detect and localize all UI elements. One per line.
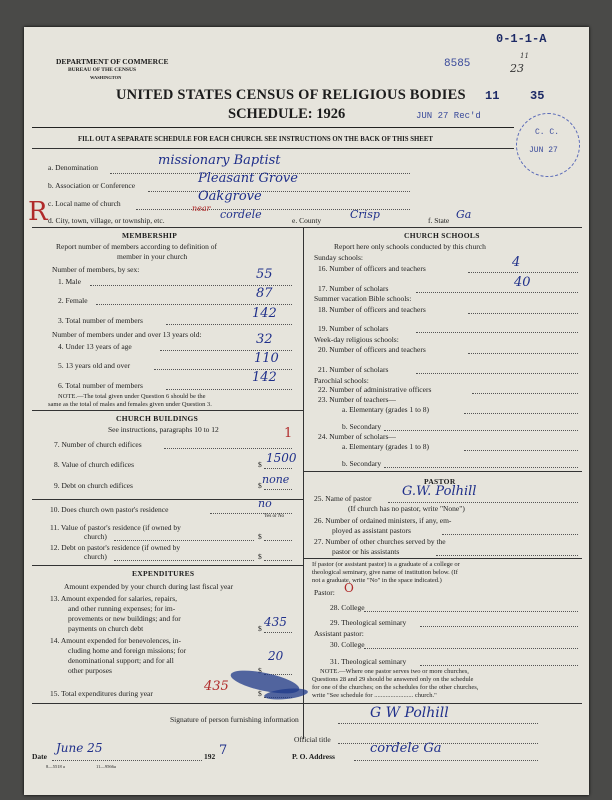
- association-value: Pleasant Grove: [198, 171, 298, 186]
- column-divider: [303, 227, 304, 739]
- buildings-rule-2: [32, 565, 303, 566]
- year-prefix: 192: [204, 752, 216, 761]
- q9-line: [264, 489, 292, 490]
- review-mark: R: [28, 197, 48, 227]
- q11-dollar: $: [258, 532, 262, 541]
- buildings-intro: See instructions, paragraphs 10 to 12: [108, 425, 219, 434]
- q13-line: [264, 632, 292, 633]
- section-rule: [32, 227, 582, 228]
- q13-label-1: 13. Amount expended for salaries, repairs,: [50, 594, 178, 603]
- footer-rule: [32, 703, 582, 704]
- q30-label: 30. College: [330, 640, 365, 649]
- q12-label: 12. Debt on pastor's residence (if owned by: [50, 543, 181, 552]
- q22-line: [472, 393, 578, 394]
- schools-intro: Report here only schools conducted by this church: [334, 242, 486, 251]
- dept-name: DEPARTMENT OF COMMERCE: [56, 57, 169, 66]
- q25-value: G.W. Polhill: [402, 484, 477, 499]
- q7-label: 7. Number of church edifices: [54, 440, 142, 449]
- q20-line: [468, 353, 578, 354]
- form-title: UNITED STATES CENSUS OF RELIGIOUS BODIES: [116, 87, 466, 103]
- q1-label: 1. Male: [58, 277, 81, 286]
- q12-dollar: $: [258, 552, 262, 561]
- q8-dollar: $: [258, 460, 262, 469]
- signature-label: Signature of person furnishing information: [170, 715, 299, 724]
- office-stamp-top: C. C.: [535, 128, 560, 137]
- membership-title: MEMBERSHIP: [122, 231, 178, 240]
- form-number-1: 8—5518 a: [46, 764, 65, 769]
- q16-line: [468, 272, 578, 273]
- code-number-b: 35: [530, 89, 545, 103]
- q25-label: 25. Name of pastor: [314, 494, 372, 503]
- q15-dollar: $: [258, 689, 262, 698]
- signature-line: [338, 723, 538, 724]
- state-label: f. State: [428, 216, 450, 225]
- parochial-label: Parochial schools:: [314, 376, 369, 385]
- q9-value: none: [262, 473, 290, 486]
- q15-value: 435: [204, 679, 229, 694]
- weekday-label: Week-day religious schools:: [314, 335, 399, 344]
- q16-label: 16. Number of officers and teachers: [318, 264, 426, 273]
- date-line: [52, 760, 202, 761]
- association-label: b. Association or Conference: [48, 181, 136, 190]
- q18-line: [468, 313, 578, 314]
- buildings-title: CHURCH BUILDINGS: [116, 414, 199, 423]
- q10-label: 10. Does church own pastor's residence: [50, 505, 169, 514]
- instruction-line: FILL OUT A SEPARATE SCHEDULE FOR EACH CHURCH. SEE INSTRUCTIONS ON THE BACK OF THIS SHEET: [78, 136, 433, 143]
- local-name-value: Oakgrove: [198, 189, 262, 204]
- q13-dollar: $: [258, 624, 262, 633]
- q21-label: 21. Number of scholars: [318, 365, 389, 374]
- q6-label: 6. Total number of members: [58, 381, 143, 390]
- instruction-rule: [32, 148, 514, 149]
- bureau-name: BUREAU OF THE CENSUS: [68, 67, 137, 73]
- q9-dollar: $: [258, 481, 262, 490]
- q24b-label: b. Secondary: [342, 459, 382, 468]
- q21-line: [416, 373, 578, 374]
- q14-label-3: denominational support; and for all: [68, 656, 174, 665]
- q28-label: 28. College: [330, 603, 365, 612]
- q23a-label: a. Elementary (grades 1 to 8): [342, 405, 430, 414]
- q11-fill: [114, 540, 254, 541]
- tally-number: 23: [510, 62, 524, 75]
- q18-label: 18. Number of officers and teachers: [318, 305, 426, 314]
- q7-value: 1: [284, 426, 293, 441]
- po-address-label: P. O. Address: [292, 752, 335, 761]
- q8-label: 8. Value of church edifices: [54, 460, 135, 469]
- q28-line: [364, 611, 578, 612]
- q16-value: 4: [512, 255, 521, 270]
- q8-value: 1500: [266, 451, 297, 465]
- pastor-rule: [303, 558, 582, 559]
- pastor-value: O: [344, 581, 354, 595]
- q13-label-3: provements or new buildings; and for: [68, 614, 181, 623]
- county-label: e. County: [292, 216, 322, 225]
- q10-value: no: [258, 497, 272, 510]
- bureau-city: WASHINGTON: [90, 75, 122, 80]
- q30-line: [364, 648, 578, 649]
- q6-value: 142: [252, 370, 277, 385]
- denomination-value: missionary Baptist: [158, 153, 281, 168]
- q14-label-2: cluding home and foreign missions; for: [68, 646, 187, 655]
- q4-value: 32: [256, 332, 273, 347]
- q7-line: [164, 448, 292, 449]
- expenditures-title: EXPENDITURES: [132, 569, 195, 578]
- graduate-note-3: not a graduate, write "No" in the space indicated.): [312, 577, 442, 584]
- graduate-note-1: If pastor (or assistant pastor) is a graduate of a college or: [312, 561, 460, 568]
- date-value: June 25: [56, 741, 103, 755]
- county-value: Crisp: [350, 208, 380, 221]
- q6-line: [166, 389, 292, 390]
- serial-number: 8585: [444, 58, 471, 70]
- city-value: cordele: [220, 208, 262, 221]
- q31-label: 31. Theological seminary: [330, 657, 407, 666]
- q12-line: [264, 560, 292, 561]
- membership-intro-2: member in your church: [117, 252, 188, 261]
- q24-label: 24. Number of scholars—: [318, 432, 396, 441]
- q14-dollar: $: [258, 666, 262, 675]
- census-schedule-sheet: [24, 27, 589, 795]
- q14-label-4: other purposes: [68, 666, 112, 675]
- q25-line: [388, 502, 578, 503]
- summer-label: Summer vacation Bible schools:: [314, 294, 412, 303]
- q11-line: [264, 540, 292, 541]
- q19-line: [416, 332, 578, 333]
- q12-label-2: church): [84, 552, 107, 561]
- pastor-note-1: NOTE.—Where one pastor serves two or more churches,: [320, 668, 469, 675]
- q29-line: [420, 626, 578, 627]
- membership-note-2: same as the total of males and females given under Question 3.: [48, 401, 212, 408]
- received-stamp: JUN 27 Rec'd: [416, 111, 481, 121]
- q14-label-1: 14. Amount expended for benevolences, in-: [50, 636, 182, 645]
- q31-line: [420, 665, 578, 666]
- q13-label-4: payments on church debt: [68, 624, 144, 633]
- q13-label-2: and other running expenses; for im-: [68, 604, 176, 613]
- q3-line: [166, 324, 292, 325]
- city-note: near: [192, 204, 211, 213]
- q26-label-2: ployed as assistant pastors: [332, 526, 411, 535]
- q27-label-2: pastor or his assistants: [332, 547, 400, 556]
- by-sex-label: Number of members, by sex:: [52, 265, 140, 274]
- form-subtitle: SCHEDULE: 1926: [228, 106, 346, 122]
- schools-rule: [303, 471, 582, 472]
- official-title-label: Official title: [294, 735, 331, 744]
- q4-label: 4. Under 13 years of age: [58, 342, 132, 351]
- by-age-label: Number of members under and over 13 years old:: [52, 330, 202, 339]
- yes-no-caption: Yes or No: [264, 514, 285, 519]
- q26-line: [442, 534, 578, 535]
- po-address-value: cordele Ga: [370, 741, 442, 756]
- q9-label: 9. Debt on church edifices: [54, 481, 133, 490]
- office-stamp-bottom: JUN 27: [529, 146, 558, 155]
- assistant-label: Assistant pastor:: [314, 629, 364, 638]
- q20-label: 20. Number of officers and teachers: [318, 345, 426, 354]
- city-label: d. City, town, village, or township, etc.: [48, 216, 165, 225]
- sunday-label: Sunday schools:: [314, 253, 363, 262]
- q26-label-1: 26. Number of ordained ministers, if any, em-: [314, 516, 452, 525]
- pastor-note-2: Questions 28 and 29 should be answered only on the schedule: [312, 676, 474, 683]
- q8-line: [264, 468, 292, 469]
- q19-label: 19. Number of scholars: [318, 324, 389, 333]
- membership-note-1: NOTE.—The total given under Question 6 should be the: [58, 393, 206, 400]
- date-label: Date: [32, 752, 47, 761]
- q5-label: 5. 13 years old and over: [58, 361, 131, 370]
- q17-value: 40: [514, 275, 531, 290]
- code-number-a: 11: [485, 89, 500, 103]
- q1-value: 55: [256, 267, 273, 282]
- q2-label: 2. Female: [58, 296, 88, 305]
- q24a-line: [464, 450, 578, 451]
- q11-label-2: church): [84, 532, 107, 541]
- q3-value: 142: [252, 306, 277, 321]
- q13-value: 435: [264, 615, 287, 629]
- q23-label: 23. Number of teachers—: [318, 395, 396, 404]
- q25-note: (If church has no pastor, write "None"): [348, 504, 465, 513]
- pastor-label: Pastor:: [314, 588, 335, 597]
- q22-label: 22. Number of administrative officers: [318, 385, 432, 394]
- schools-title: CHURCH SCHOOLS: [404, 231, 480, 240]
- association-line: [148, 191, 410, 192]
- q23b-line: [384, 430, 578, 431]
- q24b-line: [384, 467, 578, 468]
- local-name-label: c. Local name of church: [48, 199, 121, 208]
- membership-rule: [32, 410, 303, 411]
- expenditures-intro: Amount expended by your church during last fiscal year: [64, 582, 234, 591]
- pastor-title: PASTOR: [424, 477, 456, 486]
- file-code: 0-1-1-A: [496, 32, 547, 46]
- q17-line: [416, 292, 578, 293]
- graduate-note-2: theological seminary, give name of institution below. (If: [312, 569, 458, 576]
- signature-value: G W Polhill: [370, 705, 449, 721]
- q24a-label: a. Elementary (grades 1 to 8): [342, 442, 430, 451]
- office-stamp: [516, 113, 580, 177]
- q23b-label: b. Secondary: [342, 422, 382, 431]
- denomination-label: a. Denomination: [48, 163, 98, 172]
- q17-label: 17. Number of scholars: [318, 284, 389, 293]
- header-rule: [32, 127, 514, 128]
- q27-label-1: 27. Number of other churches served by the: [314, 537, 446, 546]
- pastor-note-3: for one of the churches; on the schedules for the other churches,: [312, 684, 479, 691]
- q2-value: 87: [256, 286, 273, 301]
- q11-label: 11. Value of pastor's residence (if owned by: [50, 523, 181, 532]
- q2-line: [96, 304, 292, 305]
- po-address-line: [354, 760, 538, 761]
- q5-value: 110: [254, 351, 279, 366]
- q29-label: 29. Theological seminary: [330, 618, 407, 627]
- membership-intro-1: Report number of members according to definition of: [56, 242, 217, 251]
- q12-fill: [114, 560, 254, 561]
- q15-label: 15. Total expenditures during year: [50, 689, 153, 698]
- q23a-line: [464, 413, 578, 414]
- form-number-2: 11—9566a: [96, 764, 116, 769]
- tally-top: 11: [520, 52, 529, 60]
- q27-line: [436, 555, 578, 556]
- q14-value: 20: [268, 649, 284, 663]
- q3-label: 3. Total number of members: [58, 316, 143, 325]
- state-value: Ga: [456, 208, 472, 221]
- pastor-note-4: write "See schedule for ........................ church.": [312, 692, 437, 699]
- year-digit: 7: [219, 743, 228, 758]
